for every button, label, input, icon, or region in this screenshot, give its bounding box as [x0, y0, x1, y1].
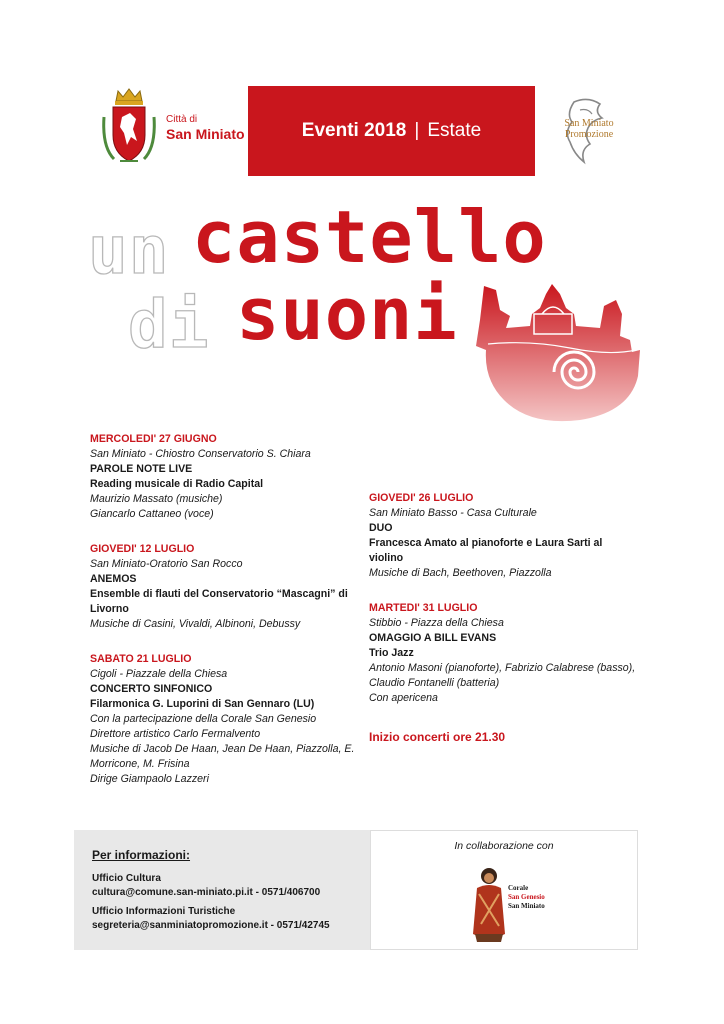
event-note: Con apericena [369, 692, 438, 704]
choir-name [508, 884, 545, 911]
events-right-column [369, 491, 637, 745]
event-place: Stibbio - Piazza della Chiesa [369, 617, 504, 629]
event-block [90, 542, 358, 632]
choir-line-1: Corale [508, 884, 529, 892]
event-place: San Miniato - Chiostro Conservatorio S. Chiara [90, 448, 311, 460]
event-note: Musiche di Jacob De Haan, Jean De Haan, Piazzolla, E. Morricone, M. Frisina [90, 743, 355, 770]
event-title: CONCERTO SINFONICO [90, 683, 213, 695]
event-place: San Miniato-Oratorio San Rocco [90, 558, 243, 570]
promozione-logo-icon [544, 96, 634, 166]
title-word-suoni: suoni [236, 272, 458, 356]
collaboration-label: In collaborazione con [454, 840, 554, 852]
event-date: SABATO 21 LUGLIO [90, 653, 192, 665]
event-subtitle: Francesca Amato al pianoforte e Laura Sarti al violino [369, 537, 603, 564]
title-word-di: di [128, 286, 210, 363]
event-title: PAROLE NOTE LIVE [90, 463, 193, 475]
event-subtitle: Trio Jazz [369, 647, 414, 659]
event-block [90, 652, 358, 787]
event-note: Direttore artistico Carlo Fermalvento [90, 728, 261, 740]
tourist-office-info [92, 905, 330, 933]
event-note: Musiche di Casini, Vivaldi, Albinoni, Debussy [90, 618, 301, 630]
banner-season: Estate [427, 120, 482, 141]
event-note: Dirige Giampaolo Lazzeri [90, 773, 209, 785]
city-small-text: Città di [166, 114, 198, 125]
choir-logo-icon [465, 864, 511, 944]
event-place: Cigoli - Piazzale della Chiesa [90, 668, 228, 680]
title-word-un: un [88, 212, 170, 289]
choir-line-3: San Miniato [508, 902, 545, 910]
events-left-column [90, 432, 358, 807]
promo-logo-line2: Promozione [564, 129, 614, 140]
tourist-office-contact[interactable]: segreteria@sanminiatopromozione.it - 0571/42745 [92, 920, 330, 931]
event-block [369, 601, 637, 706]
event-title: DUO [369, 522, 393, 534]
culture-office-contact[interactable]: cultura@comune.san-miniato.pi.it - 0571/406700 [92, 887, 321, 898]
city-label [166, 114, 245, 142]
banner-events-year: Eventi 2018 [301, 120, 407, 141]
tourist-office-name: Ufficio Informazioni Turistiche [92, 906, 236, 917]
concert-start-time: Inizio concerti ore 21.30 [369, 730, 506, 744]
culture-office-name: Ufficio Cultura [92, 873, 161, 884]
event-subtitle: Reading musicale di Radio Capital [90, 478, 264, 490]
event-note: Con la partecipazione della Corale San Genesio [90, 713, 317, 725]
event-subtitle: Filarmonica G. Luporini di San Gennaro (LU) [90, 698, 315, 710]
choir-line-2: San Genesio [508, 893, 545, 901]
event-place: San Miniato Basso - Casa Culturale [369, 507, 537, 519]
banner-separator: | [414, 120, 420, 141]
event-subtitle: Ensemble di flauti del Conservatorio “Mascagni” di Livorno [90, 588, 348, 615]
event-date: GIOVEDI' 26 LUGLIO [369, 492, 474, 504]
promo-logo-line1: San Miniato [564, 118, 614, 129]
event-note: Giancarlo Cattaneo (voce) [90, 508, 214, 520]
event-note: Antonio Masoni (pianoforte), Fabrizio Calabrese (basso), Claudio Fontanelli (batteria) [369, 662, 636, 689]
event-date: MERCOLEDI' 27 GIUGNO [90, 433, 217, 445]
event-note: Maurizio Massato (musiche) [90, 493, 223, 505]
info-title: Per informazioni: [92, 848, 191, 862]
event-title: OMAGGIO A BILL EVANS [369, 632, 497, 644]
event-date: GIOVEDI' 12 LUGLIO [90, 543, 195, 555]
culture-office-info [92, 872, 320, 900]
title-word-castello: castello [192, 195, 547, 279]
event-title: ANEMOS [90, 573, 137, 585]
city-name-text: San Miniato [166, 125, 245, 142]
castle-hand-logo-icon [470, 280, 650, 430]
city-crest-icon [100, 87, 158, 169]
event-block [90, 432, 358, 522]
event-date: MARTEDI' 31 LUGLIO [369, 602, 478, 614]
event-block [369, 491, 637, 581]
event-note: Musiche di Bach, Beethoven, Piazzolla [369, 567, 552, 579]
events-banner [248, 86, 535, 176]
